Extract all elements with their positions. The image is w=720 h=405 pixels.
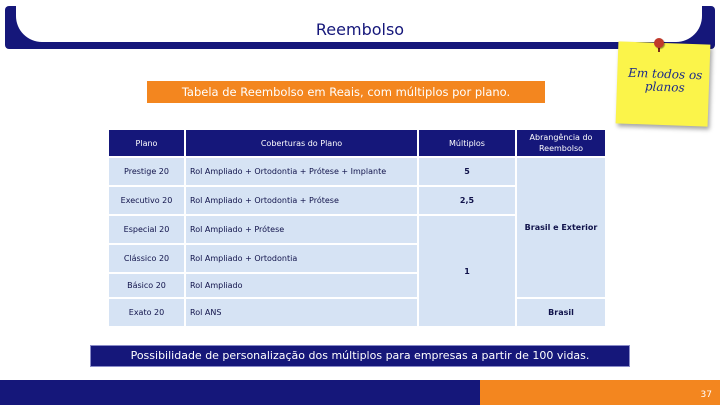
- multiple-cell: 5: [419, 158, 515, 185]
- coverage-cell: Rol Ampliado + Ortodontia: [186, 245, 417, 272]
- header-abrangencia: Abrangência do Reembolso: [517, 130, 605, 156]
- table-subtitle: Tabela de Reembolso em Reais, com múltiplos por plano.: [147, 81, 545, 103]
- personalization-note: Possibilidade de personalização dos múltiplos para empresas a partir de 100 vidas.: [90, 345, 630, 367]
- coverage-cell: Rol Ampliado: [186, 274, 417, 297]
- header-plano: Plano: [109, 130, 184, 156]
- page-title: Reembolso: [315, 20, 405, 39]
- header-multiplos: Múltiplos: [419, 130, 515, 156]
- pushpin-icon: [654, 38, 664, 48]
- plan-cell: Especial 20: [109, 216, 184, 243]
- coverage-cell: Rol Ampliado + Prótese: [186, 216, 417, 243]
- multiple-cell-merged: 1: [419, 216, 515, 326]
- footer-band-orange: [480, 380, 720, 405]
- multiple-cell: 2,5: [419, 187, 515, 214]
- page-number: 37: [700, 390, 712, 400]
- coverage-cell: Rol ANS: [186, 299, 417, 326]
- plan-cell: Básico 20: [109, 274, 184, 297]
- plan-cell: Executivo 20: [109, 187, 184, 214]
- coverage-cell: Rol Ampliado + Ortodontia + Prótese: [186, 187, 417, 214]
- coverage-area-cell: Brasil: [517, 299, 605, 326]
- plan-cell: Exato 20: [109, 299, 184, 326]
- plan-cell: Prestige 20: [109, 158, 184, 185]
- plan-cell: Clássico 20: [109, 245, 184, 272]
- sticky-note-text: Em todos os planos: [627, 65, 703, 95]
- coverage-cell: Rol Ampliado + Ortodontia + Prótese + Implante: [186, 158, 417, 185]
- coverage-area-cell: Brasil e Exterior: [517, 158, 605, 297]
- header-coberturas: Coberturas do Plano: [186, 130, 417, 156]
- footer-band-blue: [0, 380, 480, 405]
